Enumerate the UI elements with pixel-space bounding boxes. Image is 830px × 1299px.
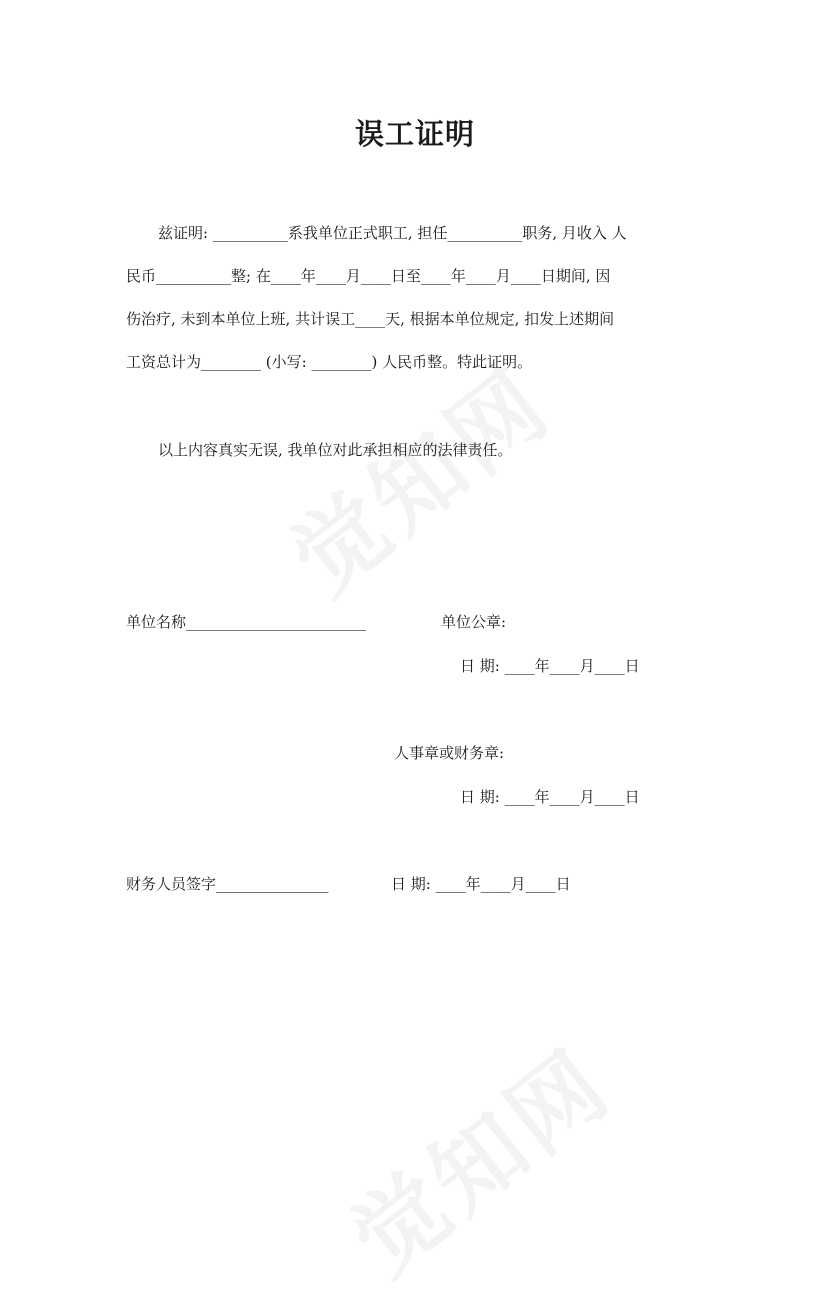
body-line-2: 民币__________整; 在____年____月____日至____年____月____日期间, 因 <box>126 267 611 285</box>
finance-signature-field: 财务人员签字_______________ <box>126 875 329 893</box>
finance-signature-date: 日 期: ____年____月____日 <box>391 875 571 893</box>
body-line-3: 伤治疗, 未到本单位上班, 共计误工____天, 根据本单位规定, 扣发上述期间 <box>126 310 615 328</box>
body-line-1: 兹证明: __________系我单位正式职工, 担任__________职务, 月收入 人 <box>158 224 627 242</box>
hr-finance-seal-date: 日 期: ____年____月____日 <box>460 788 640 806</box>
body-line-4: 工资总计为________ (小写: ________) 人民币整。特此证明。 <box>126 353 533 371</box>
document-title: 误工证明 <box>354 117 475 151</box>
liability-statement: 以上内容真实无误, 我单位对此承担相应的法律责任。 <box>158 441 513 459</box>
unit-seal-label: 单位公章: <box>441 613 507 631</box>
unit-name-field: 单位名称________________________ <box>126 613 367 631</box>
watermark-bottom <box>321 1013 634 1298</box>
hr-finance-seal-label: 人事章或财务章: <box>394 744 505 762</box>
unit-seal-date: 日 期: ____年____月____日 <box>460 657 640 675</box>
certification-body <box>126 212 706 384</box>
